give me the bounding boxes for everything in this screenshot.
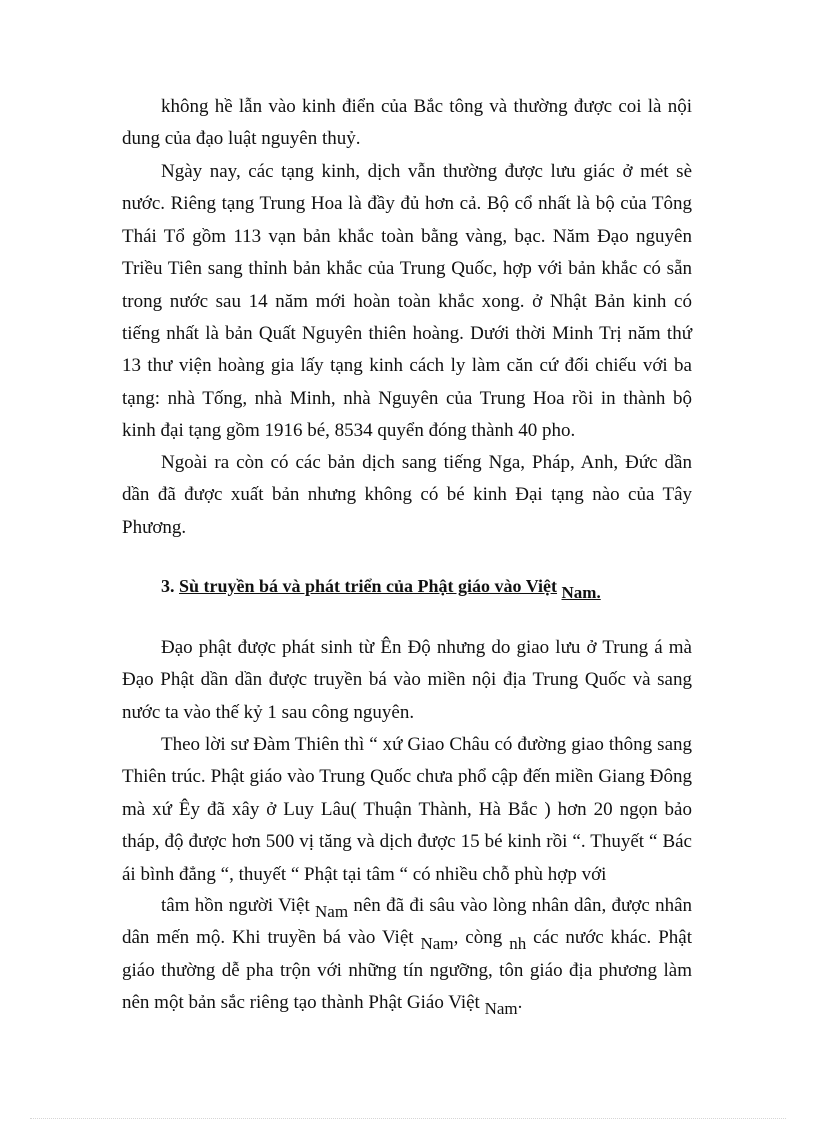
- paragraph-translations: Ngoài ra còn có các bản dịch sang tiếng Nga, Pháp, Anh, Đức dần dần đã được xuất bản nhưng không có bé kinh Đại tạng nào của Tây Phương.: [122, 452, 692, 538]
- text-segment-nam: Nam: [420, 934, 454, 954]
- paragraph-dam-thien-quote: Theo lời sư Đàm Thiên thì “ xứ Giao Châu có đường giao thông sang Thiên trúc. Phật giáo vào Trung Quốc chưa phổ cập đến miền Giang Đông mà xứ Êy đã xây ở Luy Lâu( Thuận Thành, Hà Bắc ) hơn 20 ngọn bảo tháp, độ được hơn 500 vị tăng và dịch được 15 bé kinh rồi “. Thuyết “ Bác ái bình đẳng “, thuyết “ Phật tại tâm “ có nhiều chỗ phù hợp với: [122, 734, 692, 885]
- paragraph-tripitaka-editions: Ngày nay, các tạng kinh, dịch vẫn thường được lưu giác ở mét sè nước. Riêng tạng Trung Hoa là đầy đủ hơn cả. Bộ cổ nhất là bộ của Tông Thái Tổ gồm 113 vạn bản khắc toàn bằng vàng, bạc. Năm Đạo nguyên Triều Tiên sang thỉnh bản khắc của Trung Quốc, hợp với bản khắc có sẵn trong nước sau 14 năm mới hoàn toàn khắc xong. ở Nhật Bản kinh có tiếng nhất là bản Quất Nguyên thiên hoàng. Dưới thời Minh Trị năm thứ 13 thư viện hoàng gia lấy tạng kinh cách ly làm căn cứ đối chiếu với ba tạng: nhà Tống, nhà Minh, nhà Nguyên của Trung Hoa rồi in thành bộ kinh đại tạng gồm 1916 bé, 8534 quyển đóng thành 40 pho.: [122, 161, 692, 442]
- text-segment-nh: nh: [509, 934, 527, 954]
- section-title: Sù truyền bá và phát triển của Phật giáo vào Việt: [179, 576, 558, 596]
- section-number: 3.: [161, 576, 175, 596]
- text-segment-nam: Nam: [315, 902, 349, 921]
- text-segment: tâm hồn người Việt: [161, 895, 310, 916]
- text-segment-end: .: [517, 992, 523, 1014]
- page-bottom-rule: [30, 1118, 786, 1119]
- text-segment: , còng: [453, 927, 503, 949]
- section-title-tail: Nam.: [561, 583, 601, 602]
- paragraph-intro-continuation: không hề lẫn vào kinh điển của Bắc tông và thường được coi là nội dung của đạo luật nguyên thuỷ.: [122, 96, 692, 150]
- section-heading: [161, 576, 601, 602]
- paragraph-buddhism-origin: Đạo phật được phát sinh từ Ên Độ nhưng do giao lưu ở Trung á mà Đạo Phật dần dần được truyền bá vào miền nội địa Trung Quốc và sang nước ta vào thế kỷ 1 sau công nguyên.: [122, 637, 692, 723]
- text-segment: các nước khác. Phật giáo thường dễ pha trộn với những tín ngưỡng, tôn giáo địa phương làm nên một bản sắc riêng tạo thành Phật Giáo Việt: [122, 927, 693, 1014]
- paragraph-vietnamese-buddhism: [122, 890, 692, 1020]
- text-segment: nên đã đi sâu vào lòng nhân dân, được nhân dân mến mộ. Khi truyền bá vào Việt: [122, 895, 693, 949]
- text-segment-nam: Nam: [484, 999, 518, 1019]
